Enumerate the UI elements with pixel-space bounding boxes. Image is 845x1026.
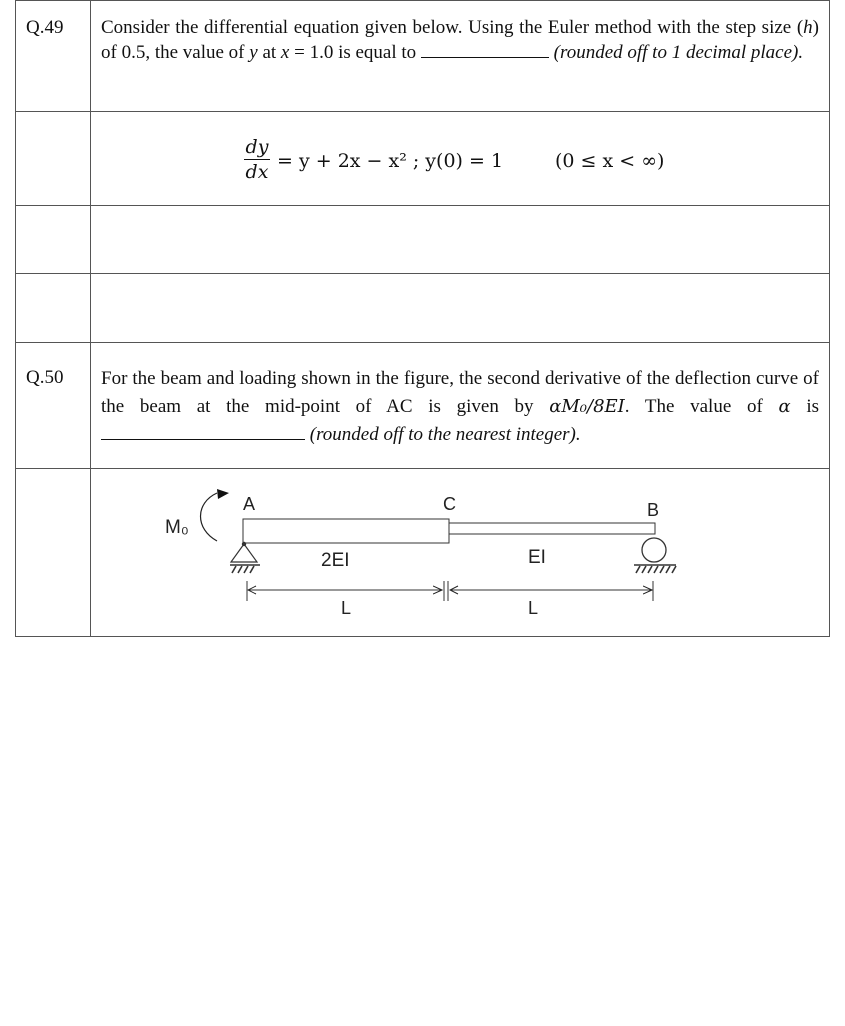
moment-label: M₀: [165, 517, 189, 538]
q49-derivative: [244, 136, 270, 183]
ground-hatch-b: [634, 565, 676, 573]
stiffness-left-label: 2EI: [321, 550, 350, 571]
q50-note: (rounded off to the nearest integer).: [309, 424, 581, 445]
q49-derivative-denominator: dx: [245, 161, 269, 184]
q49-y: y: [249, 42, 258, 63]
point-a-label: A: [243, 494, 256, 514]
q50-number: Q.50: [16, 343, 91, 469]
beam-figure: [91, 469, 829, 631]
q49-number: Q.49: [16, 1, 91, 112]
q49-text-part1: Consider the differential equation given below. Using the Euler method with the step size (: [101, 17, 804, 38]
q50-text-part3: is: [790, 396, 819, 417]
q49-equation-rhs: = y + 2x − x² ; y(0) = 1: [277, 150, 504, 172]
fraction-bar: [244, 159, 270, 160]
q50-text: [91, 343, 830, 469]
q49-text-part3: at: [257, 42, 281, 63]
beam-segment-ac: [243, 519, 449, 543]
moment-arrowhead: [217, 489, 229, 499]
q49-empty-cell: [16, 112, 91, 206]
q50-text-part1: For the beam and loading shown in the figure, the second derivative of the deflection curve of the beam at the mid-point of AC is given by: [101, 368, 819, 417]
q50-empty-cell: [16, 469, 91, 637]
point-b-label: B: [647, 500, 660, 520]
q50-figure-row: [16, 469, 830, 637]
q49-equation-row: [16, 112, 830, 206]
dimension-lines: [247, 581, 653, 601]
q50-answer-blank: [101, 422, 305, 440]
q50-figure-cell: [91, 469, 830, 637]
q49-x: x: [280, 42, 290, 63]
q50-text-part2: . The value of: [624, 396, 779, 417]
question-table: [15, 0, 830, 637]
q49-h: h: [803, 17, 813, 38]
beam-segment-cb: [449, 523, 655, 534]
ground-hatch-a: [230, 565, 260, 573]
pin-support-a: [231, 544, 257, 562]
q49-text-part2: ) of 0.5, the value of: [101, 17, 819, 63]
blank-cell: [91, 206, 830, 274]
q50-expression: αM₀/8EI: [549, 396, 625, 417]
moment-arc: [201, 493, 218, 541]
blank-row-2: [16, 274, 830, 343]
blank-cell: [16, 274, 91, 343]
q50-alpha: α: [778, 396, 791, 417]
q49-derivative-numerator: dy: [245, 136, 269, 158]
q49-note: (rounded off to 1 decimal place).: [553, 42, 804, 63]
q49-equation-domain: (0 ≤ x < ∞): [555, 150, 665, 172]
roller-support-b: [642, 538, 666, 562]
q49-equation: [91, 112, 830, 206]
q49-row: [16, 1, 830, 112]
pin-joint: [242, 542, 246, 546]
q49-text-part4: = 1.0 is equal to: [289, 42, 421, 63]
point-c-label: C: [443, 494, 456, 514]
blank-cell: [16, 206, 91, 274]
blank-row-1: [16, 206, 830, 274]
length-right-label: L: [528, 598, 539, 618]
q50-row: [16, 343, 830, 469]
q49-answer-blank: [421, 40, 549, 58]
length-left-label: L: [341, 598, 352, 618]
stiffness-right-label: EI: [528, 547, 546, 568]
q49-text: [91, 1, 830, 112]
blank-cell: [91, 274, 830, 343]
